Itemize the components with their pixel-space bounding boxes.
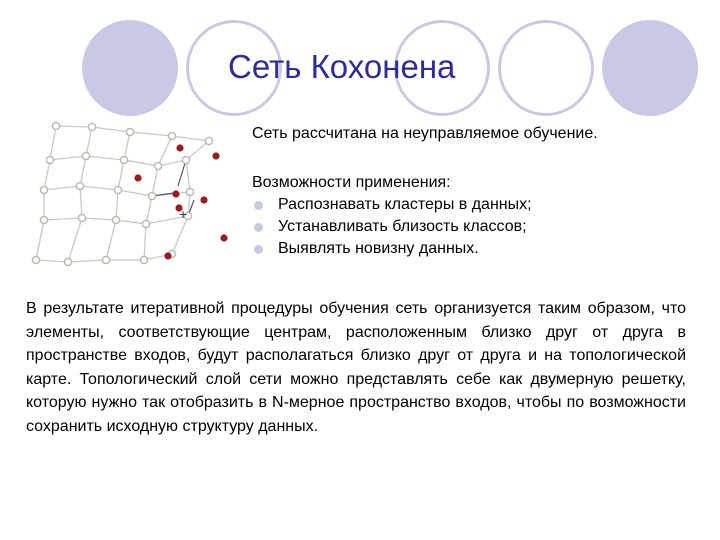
grid-edge — [80, 186, 118, 190]
grid-node — [154, 162, 161, 169]
deco-circle-5 — [602, 20, 698, 116]
grid-node — [78, 214, 85, 221]
grid-edge — [44, 160, 50, 190]
data-point — [164, 252, 171, 259]
bullet-icon — [254, 201, 263, 210]
grid-edge — [118, 190, 152, 196]
grid-edge — [172, 136, 209, 141]
grid-edge — [144, 224, 146, 260]
grid-edge — [36, 260, 68, 262]
capabilities-heading: Возможности применения: — [252, 174, 451, 191]
grid-node — [182, 156, 189, 163]
page-title: Сеть Кохонена — [228, 48, 456, 85]
grid-node — [120, 156, 127, 163]
grid-edge — [82, 218, 116, 220]
grid-node — [148, 192, 155, 199]
intro-text: Сеть рассчитана на неуправляемое обучение. — [252, 125, 598, 142]
grid-edge — [68, 260, 106, 262]
grid-edge — [118, 160, 124, 190]
grid-edge — [124, 160, 158, 166]
grid-edge — [86, 156, 124, 160]
grid-node — [82, 152, 89, 159]
grid-node — [114, 186, 121, 193]
grid-edge — [158, 136, 172, 166]
bullet-icon — [254, 223, 263, 232]
grid-node — [126, 128, 133, 135]
grid-node — [168, 132, 175, 139]
info-block — [252, 123, 712, 260]
grid-node — [205, 137, 212, 144]
list-item — [252, 238, 712, 260]
data-point — [134, 174, 141, 181]
grid-edge — [130, 132, 172, 136]
grid-node — [76, 182, 83, 189]
grid-edge — [80, 186, 82, 218]
bullet-icon — [254, 245, 263, 254]
grid-edge — [44, 186, 80, 190]
data-point — [212, 152, 219, 159]
list-item — [252, 194, 712, 216]
grid-edge — [50, 126, 56, 160]
grid-node — [142, 220, 149, 227]
grid-node — [186, 188, 193, 195]
data-point — [172, 190, 179, 197]
data-point — [200, 196, 207, 203]
grid-edge — [44, 218, 82, 220]
description-paragraph: В результате итеративной процедуры обучения сеть организуется таким образом, что элементы, соответствующие центрам, расположенным близко друг от друга в пространстве входов, будут располагаться близко друг от друга и на топологической карте. Топологический слой сети можно представлять себе как двумерную решетку, которую нужно так отобразить в N-мерное пространство входов, чтобы по возможности сохранить исходную структуру данных. — [26, 300, 686, 435]
list-item-text: Распознавать кластеры в данных; — [278, 196, 532, 213]
list-item-text: Устанавливать близость классов; — [278, 218, 527, 235]
grid-node — [140, 256, 147, 263]
grid-node — [52, 122, 59, 129]
data-point — [176, 144, 183, 151]
capabilities-list — [252, 194, 712, 260]
grid-node — [40, 186, 47, 193]
grid-edge — [92, 127, 130, 132]
grid-edge — [116, 220, 146, 224]
grid-edge — [86, 127, 92, 156]
grid-edge — [50, 156, 86, 160]
kohonen-map-figure — [28, 116, 238, 276]
grid-edge — [36, 220, 44, 260]
grid-edge — [106, 220, 116, 260]
grid-edge — [186, 160, 190, 192]
grid-nodes — [32, 122, 212, 265]
grid-node — [88, 123, 95, 130]
list-item-text: Выявлять новизну данных. — [278, 240, 479, 257]
grid-node — [32, 256, 39, 263]
input-marker: + — [179, 206, 188, 222]
data-point — [220, 234, 227, 241]
list-item — [252, 216, 712, 238]
grid-node — [64, 258, 71, 265]
deco-circle-1 — [82, 20, 178, 116]
grid-edge — [56, 126, 92, 127]
grid-edge — [68, 218, 82, 262]
grid-node — [46, 156, 53, 163]
grid-node — [40, 216, 47, 223]
grid-edge — [152, 166, 158, 196]
grid-node — [102, 256, 109, 263]
grid-node — [112, 216, 119, 223]
grid-edge — [116, 190, 118, 220]
grid-edge — [80, 156, 86, 186]
grid-edge — [186, 141, 209, 160]
